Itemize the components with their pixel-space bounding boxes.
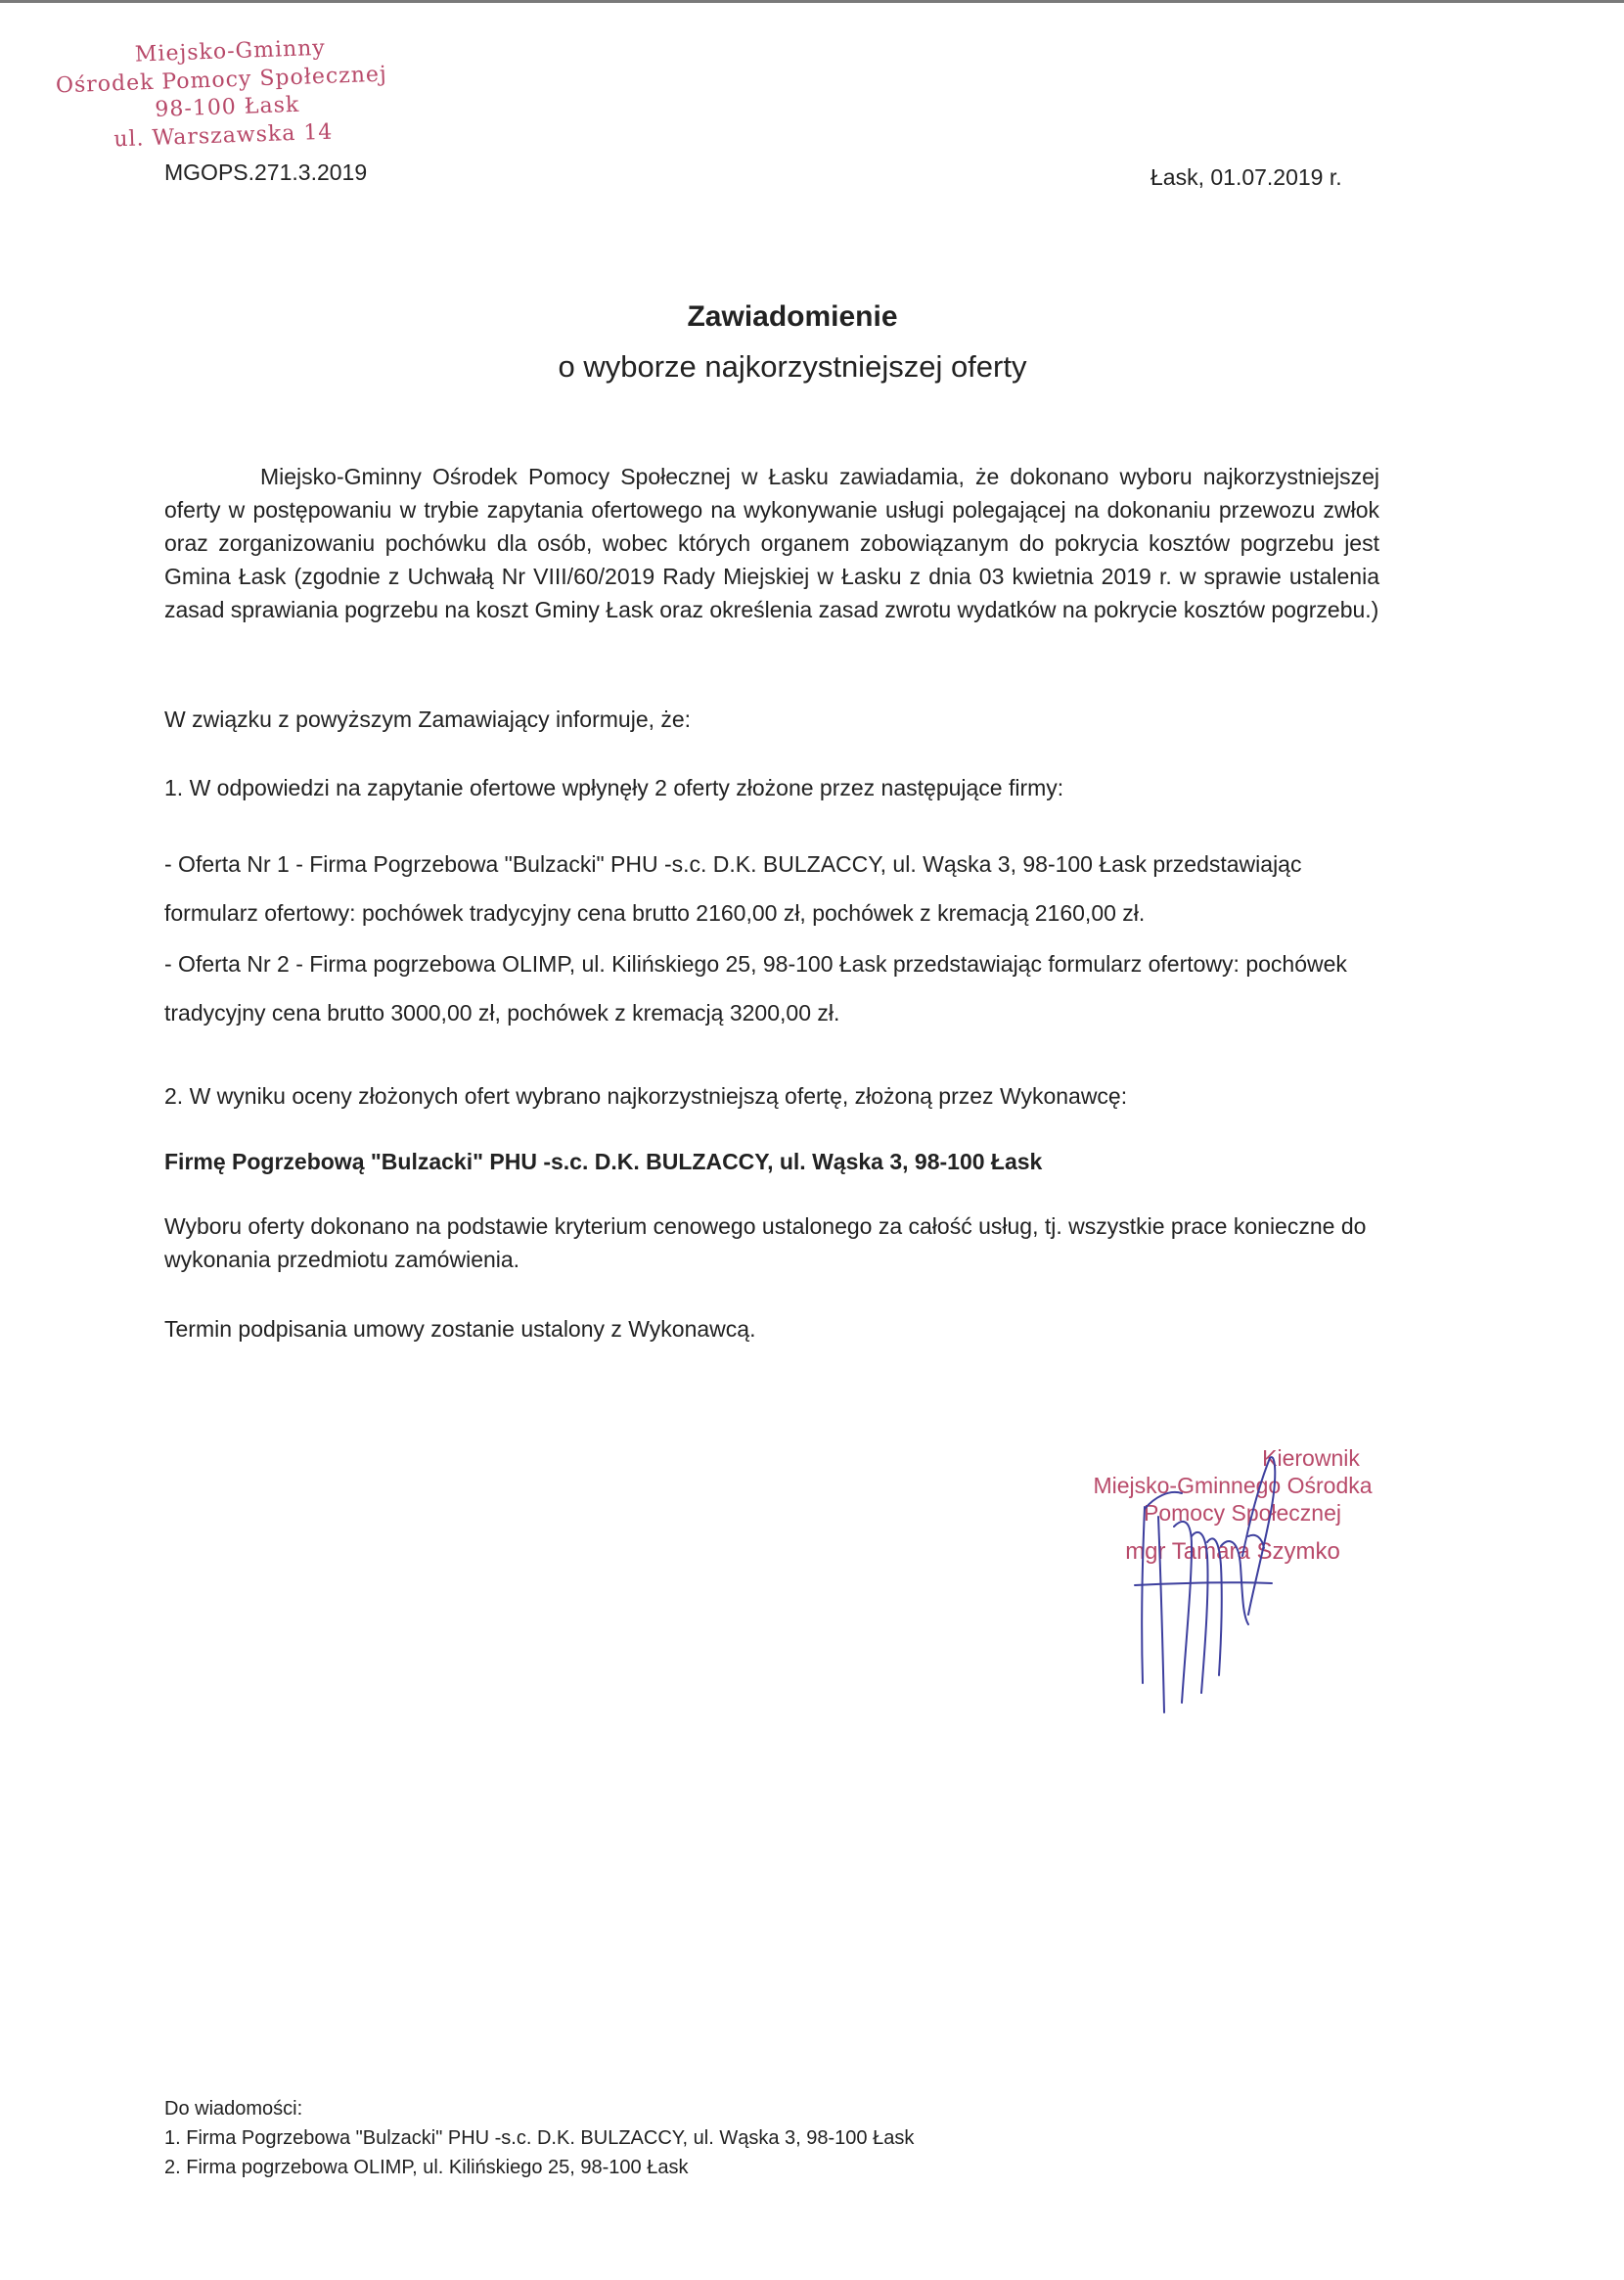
stamp-line-1: Miejsko-Gminny: [134, 35, 327, 68]
stamp-line-2: Ośrodek Pomocy Społecznej: [55, 62, 388, 99]
contract-term-paragraph: Termin podpisania umowy zostanie ustalony z Wykonawcą.: [164, 1316, 756, 1342]
selection-basis-paragraph: Wyboru oferty dokonano na podstawie kryterium cenowego ustalonego za całość usług, tj. wszystkie prace konieczne do wykonania przedmiotu zamówienia.: [164, 1213, 1367, 1272]
offer-1-paragraph: - Oferta Nr 1 - Firma Pogrzebowa "Bulzacki" PHU -s.c. D.K. BULZACCY, ul. Wąska 3, 98-100 Łask przedstawiając formularz ofertowy: pochówek tradycyjny cena brutto 2160,00 zł, pochówek z kremacją 2160,00 zł.: [164, 851, 1302, 926]
stamp-line-3: 98-100 Łask: [155, 92, 300, 123]
point-1-paragraph: 1. W odpowiedzi na zapytanie ofertowe wpłynęły 2 oferty złożone przez następujące firmy:: [164, 775, 1064, 800]
institution-stamp: [39, 32, 405, 157]
signatory-name: mgr Tamara Szymko: [1125, 1538, 1340, 1565]
distribution-list: [164, 2094, 914, 2182]
handwritten-signature: [1076, 1419, 1370, 1732]
signatory-stamp-line-2: Miejsko-Gminnego Ośrodka: [1093, 1473, 1373, 1498]
stamp-line-4: ul. Warszawska 14: [113, 119, 334, 153]
distribution-item: 2. Firma pogrzebowa OLIMP, ul. Kilińskiego 25, 98-100 Łask: [164, 2157, 689, 2178]
offer-2-paragraph: - Oferta Nr 2 - Firma pogrzebowa OLIMP, ul. Kilińskiego 25, 98-100 Łask przedstawiając formularz ofertowy: pochówek tradycyjny cena brutto 3000,00 zł, pochówek z kremacją 3200,00 zł.: [164, 951, 1347, 1026]
document-title: Zawiadomienie: [687, 300, 898, 333]
signatory-stamp-line-1: Kierownik: [1262, 1445, 1360, 1471]
intro-paragraph: Miejsko-Gminny Ośrodek Pomocy Społecznej w Łasku zawiadamia, że dokonano wyboru najkorzystniejszej oferty w postępowaniu w trybie zapytania ofertowego na wykonywanie usługi polegającej na dokonaniu przewozu zwłok oraz zorganizowaniu pochówku dla osób, wobec których organem zobowiązanym do pokrycia kosztów pogrzebu jest Gmina Łask (zgodnie z Uchwałą Nr VIII/60/2019 Rady Miejskiej w Łasku z dnia 03 kwietnia 2019 r. w sprawie ustalenia zasad sprawiania pogrzebu na koszt Gminy Łask oraz określenia zasad zwrotu wydatków na pokrycie kosztów pogrzebu.): [164, 464, 1379, 622]
document-subtitle: o wyborze najkorzystniejszej oferty: [558, 349, 1027, 384]
signatory-stamp-line-3: Pomocy Społecznej: [1144, 1500, 1341, 1526]
distribution-item: 1. Firma Pogrzebowa "Bulzacki" PHU -s.c. D.K. BULZACCY, ul. Wąska 3, 98-100 Łask: [164, 2127, 915, 2149]
reference-number: MGOPS.271.3.2019: [164, 160, 368, 185]
point-2-paragraph: 2. W wyniku oceny złożonych ofert wybrano najkorzystniejszą ofertę, złożoną przez Wykonawcę:: [164, 1083, 1128, 1109]
scan-edge-line: [0, 0, 1624, 3]
place-date: Łask, 01.07.2019 r.: [1150, 164, 1342, 190]
distribution-heading: Do wiadomości:: [164, 2098, 303, 2120]
inform-paragraph: W związku z powyższym Zamawiający informuje, że:: [164, 707, 692, 732]
selected-contractor: Firmę Pogrzebową "Bulzacki" PHU -s.c. D.K. BULZACCY, ul. Wąska 3, 98-100 Łask: [164, 1149, 1043, 1174]
